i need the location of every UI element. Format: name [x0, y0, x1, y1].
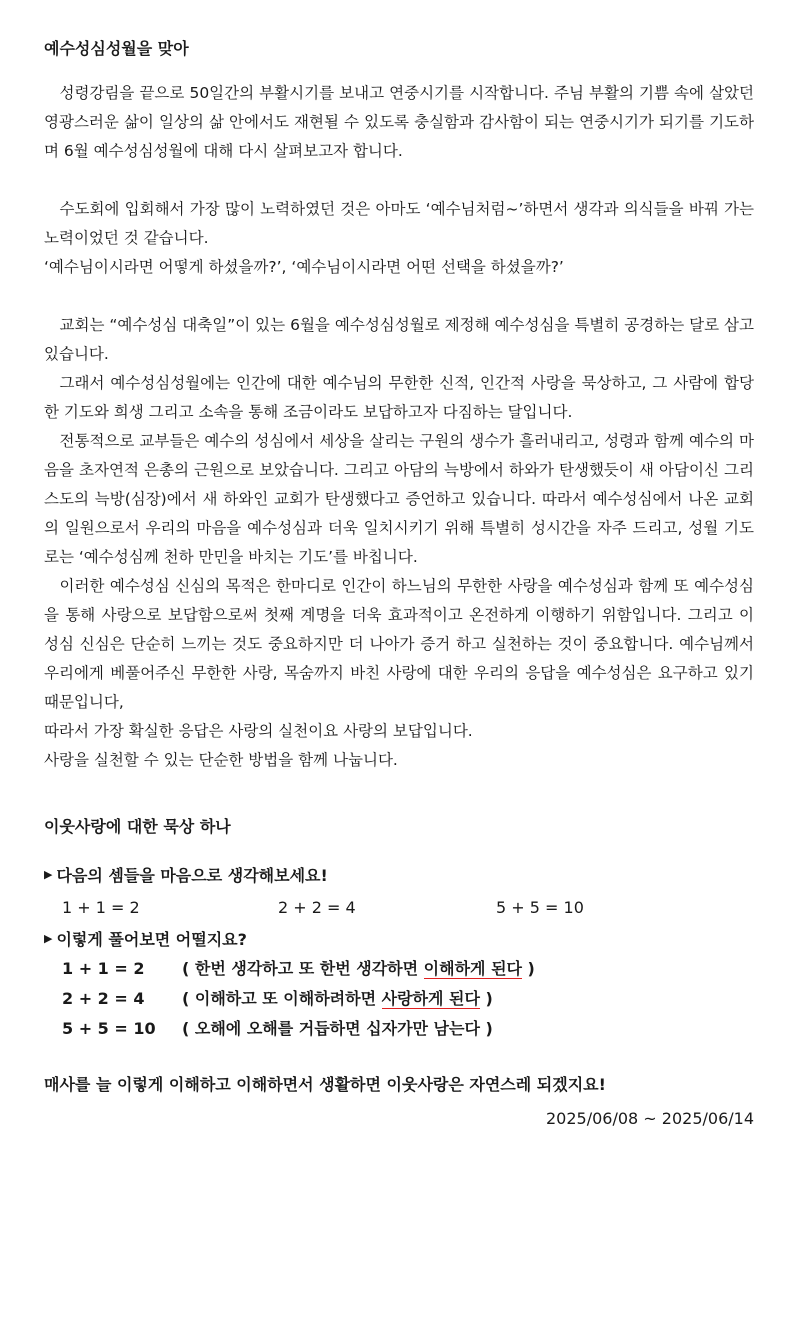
explanation-text: ( 오해에 오해를 거듭하면 십자가만 남는다 )	[182, 1019, 493, 1038]
triangle-bullet-icon: ▶	[44, 868, 53, 881]
paragraph: 이러한 예수성심 신심의 목적은 한마디로 인간이 하느님의 무한한 사랑을 예수성심과 함께 또 예수성심을 통해 사랑으로 보답함으로써 첫째 계명을 더욱 효과적이고 온전하게 이행하기 위함입니다. 그리고 이 성심 신심은 단순히 느끼는 것도 중요하지만 더 나아가 증거 하고 실천하는 것이 중요합니다. 예수님께서 우리에게 베풀어주신 무한한 사랑, 목숨까지 바친 사랑에 대한 우리의 응답을 예수성심은 요구하고 있기 때문입니다,	[44, 577, 754, 711]
spacer	[44, 282, 754, 311]
explanation-list	[62, 954, 754, 1044]
bullet-heading-text: 다음의 셈들을 마음으로 생각해보세요!	[56, 866, 328, 885]
sum-list	[62, 898, 754, 917]
explanation-row	[62, 984, 754, 1014]
paragraph: 따라서 가장 확실한 응답은 사랑의 실천이요 사랑의 보답입니다.	[44, 722, 473, 740]
page-title: 예수성심성월을 맞아	[44, 39, 189, 58]
sum-item: 2 + 2 = 4	[278, 898, 356, 917]
explanation-row	[62, 1014, 754, 1044]
spacer	[44, 775, 754, 804]
date-range: 2025/06/08 ~ 2025/06/14	[545, 1109, 754, 1128]
sum-item: 5 + 5 = 10	[496, 898, 584, 917]
bullet-heading	[44, 927, 754, 950]
bullet-heading-text: 이렇게 풀어보면 어떨지요?	[56, 930, 247, 949]
explanation-pre: ( 한번 생각하고 또 한번 생각하면	[182, 959, 424, 978]
explanation-text	[182, 954, 535, 984]
explanation-pre: ( 이해하고 또 이해하려하면	[182, 989, 382, 1008]
explanation-post: )	[479, 989, 493, 1008]
paragraph: 그래서 예수성심성월에는 인간에 대한 예수님의 무한한 신적, 인간적 사랑을 묵상하고, 그 사람에 합당한 기도와 희생 그리고 소속을 통해 조금이라도 보답하고자 다짐하는 달입니다.	[44, 374, 754, 421]
paragraph: 사랑을 실천할 수 있는 단순한 방법을 함께 나눕니다.	[44, 751, 398, 769]
bullet-heading	[44, 863, 754, 886]
paragraph: 성령강림을 끝으로 50일간의 부활시기를 보내고 연중시기를 시작합니다. 주님 부활의 기쁨 속에 살았던 영광스러운 삶이 일상의 삶 안에서도 재현될 수 있도록 충실함과 감사함이 되는 연중시기가 되기를 기도하며 6월 예수성심성월에 대해 다시 살펴보고자 합니다.	[44, 84, 754, 160]
paragraph: 전통적으로 교부들은 예수의 성심에서 세상을 살리는 구원의 생수가 흘러내리고, 성령과 함께 예수의 마음을 초자연적 은총의 근원으로 보았습니다. 그리고 아담의 늑방에서 하와가 탄생했듯이 새 아담이신 그리스도의 늑방(심장)에서 새 하와인 교회가 탄생했다고 증언하고 있습니다. 따라서 예수성심에서 나온 교회의 일원으로서 우리의 마음을 예수성심과 더욱 일치시키기 위해 특별히 성시간을 자주 드리고, 성월 기도로는 ‘예수성심께 천하 만민을 바치는 기도’를 바칩니다.	[44, 432, 754, 566]
sum-item: 1 + 1 = 2	[62, 898, 140, 917]
explanation-post: )	[521, 959, 535, 978]
explanation-text	[182, 984, 493, 1014]
equation: 5 + 5 = 10	[62, 1019, 156, 1038]
equation: 2 + 2 = 4	[62, 989, 145, 1008]
triangle-bullet-icon: ▶	[44, 932, 53, 945]
underlined-phrase: 이해하게 된다	[423, 959, 522, 978]
underlined-phrase: 사랑하게 된다	[381, 989, 480, 1008]
spacer	[44, 166, 754, 195]
closing-sentence: 매사를 늘 이렇게 이해하고 이해하면서 생활하면 이웃사랑은 자연스레 되겠지요!	[44, 1075, 606, 1094]
equation: 1 + 1 = 2	[62, 959, 145, 978]
explanation-row	[62, 954, 754, 984]
paragraph: ‘예수님이시라면 어떻게 하셨을까?’, ‘예수님이시라면 어떤 선택을 하셨을까?’	[44, 258, 564, 276]
section-title: 이웃사랑에 대한 묵상 하나	[44, 817, 231, 836]
paragraph: 교회는 “예수성심 대축일”이 있는 6월을 예수성심성월로 제정해 예수성심을 특별히 공경하는 달로 삼고 있습니다.	[44, 316, 754, 363]
paragraph: 수도회에 입회해서 가장 많이 노력하였던 것은 아마도 ‘예수님처럼~’하면서 생각과 의식들을 바꿔 가는 노력이었던 것 같습니다.	[44, 200, 754, 247]
